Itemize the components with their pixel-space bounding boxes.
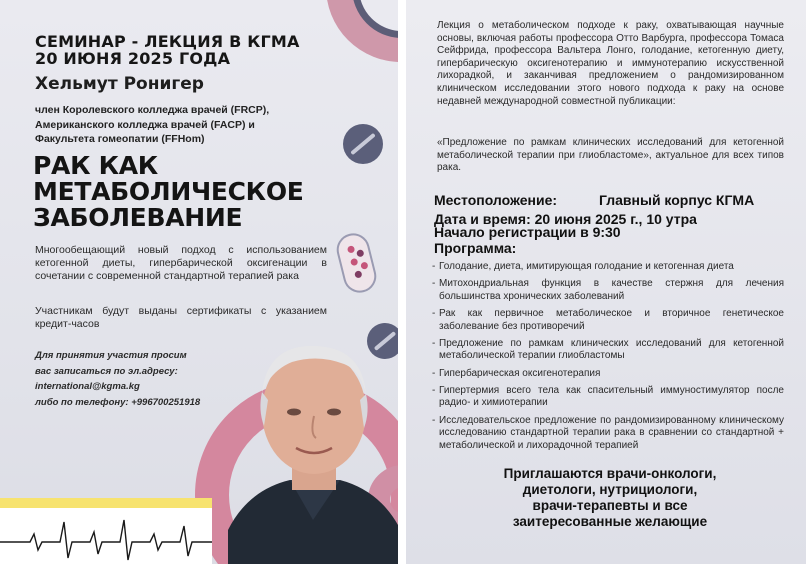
- list-item: - Митохондриальная функция в качестве стержня для лечения большинства хронических заболеваний: [432, 278, 784, 303]
- location-row: [434, 191, 784, 210]
- invitation: [440, 466, 780, 530]
- headline-line: ЗАБОЛЕВАНИЕ: [33, 203, 243, 232]
- invite-line: врачи-терапевты и все: [532, 498, 688, 513]
- event-title: [35, 33, 335, 67]
- list-item: - Рак как первичное метаболическое и вторичное генетическое заболевание без противоречий: [432, 308, 784, 333]
- program-list: [432, 261, 784, 457]
- contact-info: [35, 348, 235, 410]
- headline-line: МЕТАБОЛИЧЕСКОЕ: [33, 177, 304, 206]
- event-date-line: 20 ИЮНЯ 2025 ГОДА: [35, 49, 231, 68]
- location-value: Главный корпус КГМА: [599, 192, 755, 208]
- lecture-description: Лекция о метаболическом подходе к раку, охватывающая научные основы, включая работы профессора Отто Варбурга, профессора Томаса Сейфрида, профессора Вальтера Лонго, голодание, кетогенную диету, гипербарическую оксигенотерапию и иммунотерапию искусственной лихорадкой, и заканчивая предложением о рандомизированном клиническом исследовании этого нового подхода к раку на основе недавней международной совместной публикации:: [437, 20, 784, 107]
- email-link[interactable]: international@kgma.kg: [35, 381, 140, 392]
- program-title: Программа:: [434, 240, 517, 256]
- flyer-left-page: [0, 0, 398, 564]
- capsule-icon: [333, 230, 380, 296]
- list-item: - Голодание, диета, имитирующая голодание и кетогенная диета: [432, 261, 784, 274]
- list-item: - Гипертермия всего тела как спасительный иммуностимулятор после радио- и химиотерапии: [432, 385, 784, 410]
- contact-line: Для принятия участия просим: [35, 350, 187, 361]
- registration-time: Начало регистрации в 9:30: [434, 224, 621, 240]
- list-item: - Гипербарическая оксигенотерапия: [432, 368, 784, 381]
- publication-quote: «Предложение по рамкам клинических исследований для кетогенной метаболической терапии при глиобластоме», актуальное для всех типов рака.: [437, 137, 784, 174]
- headline-line: РАК КАК: [33, 151, 158, 180]
- speaker-photo: [228, 330, 398, 564]
- invite-line: Приглашаются врачи-онкологи,: [503, 466, 717, 481]
- datetime-label: Дата и время:: [434, 210, 531, 227]
- contact-line: вас записаться по эл.адресу:: [35, 365, 178, 377]
- datetime-value: 20 июня 2025 г., 10 утра: [534, 210, 697, 227]
- ecg-graphic: [0, 498, 212, 564]
- intro-paragraph: Многообещающий новый подход с использованием кетогенной диеты, гипербарической оксигенации в сочетании с современной стандартной терапией рака: [35, 244, 327, 282]
- event-info: [434, 191, 784, 228]
- event-title-line: СЕМИНАР - ЛЕКЦИЯ В КГМА: [35, 32, 300, 51]
- speaker-credentials: член Королевского колледжа врачей (FRCP), Американского колледжа врачей (FACP) и Факультета гомеопатии (FFHom): [35, 104, 270, 145]
- headline: [33, 153, 363, 231]
- list-item: - Предложение по рамкам клинических исследований для кетогенной метаболической терапии глиобластомы: [432, 338, 784, 363]
- speaker-name: Хельмут Ронигер: [35, 74, 204, 94]
- invite-line: заитересованные желающие: [512, 514, 708, 529]
- invite-line: диетологи, нутрициологи,: [522, 482, 698, 497]
- list-item: - Исследовательское предложение по рандомизированному клиническому исследованию стандартной терапии рака в сравнении со стандартной + метаболической и лихорадочной терапией: [432, 415, 784, 453]
- location-label: Местоположение:: [434, 192, 558, 208]
- phone-line: либо по телефону: +996700251918: [35, 396, 201, 408]
- registration-and-program: [434, 224, 621, 256]
- certificates-note: Участникам будут выданы сертификаты с указанием кредит-часов: [35, 305, 327, 330]
